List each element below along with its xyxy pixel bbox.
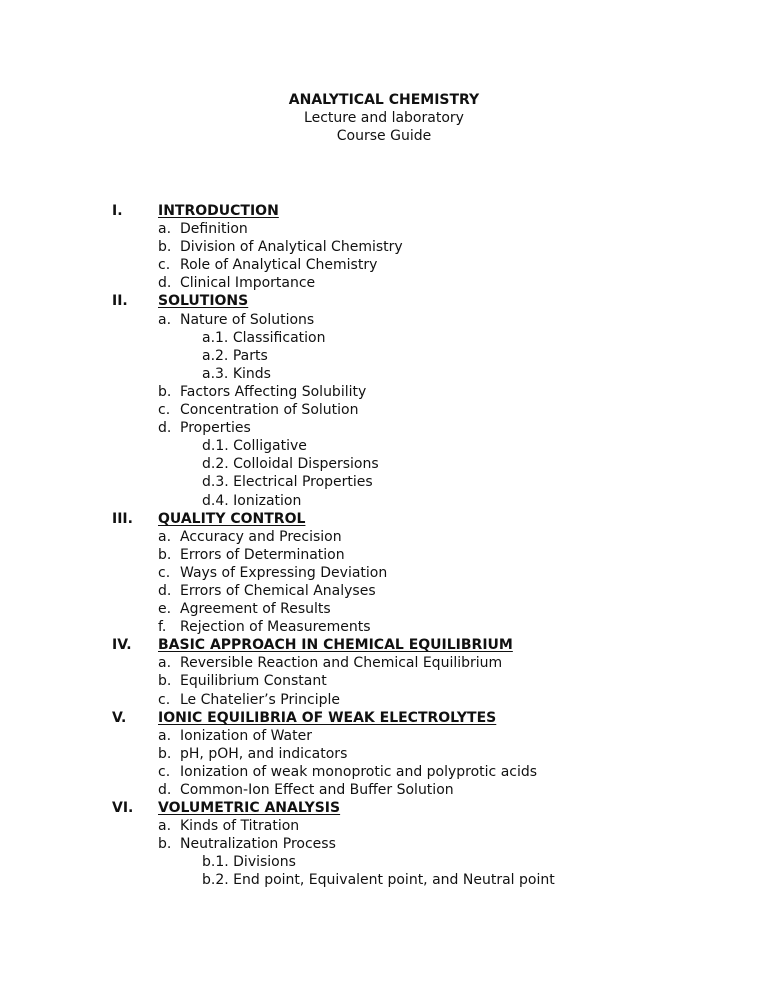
section-numeral: III. [112,510,133,527]
item-letter: d. [158,782,172,798]
item-text: Division of Analytical Chemistry [180,239,403,256]
outline-item [112,419,752,437]
item-letter: a. [158,818,172,835]
outline-item [112,383,752,401]
item-letter: b. [158,546,172,563]
item-letter: b. [158,673,172,690]
section-title: BASIC APPROACH IN CHEMICAL EQUILIBRIUM [158,637,513,654]
outline-item [112,274,752,292]
outline-item [112,654,752,672]
outline-item [112,311,752,329]
item-letter: d. [158,582,172,599]
outline-item [112,691,752,709]
item-letter: c. [158,564,171,581]
outline-subitem [112,853,752,871]
document-header [0,91,768,145]
outline-subitem [112,365,752,383]
item-text: Le Chatelier’s Principle [180,691,340,708]
outline-item [112,835,752,853]
item-letter: a. [158,311,172,328]
subitem-text: a.1. Classification [202,329,326,346]
outline-subitem [112,455,752,473]
outline-section [112,709,752,799]
section-title: INTRODUCTION [158,203,279,219]
outline-section [112,202,752,292]
outline-subitem [112,329,752,347]
outline-subitem [112,871,752,889]
item-text: Role of Analytical Chemistry [180,257,378,274]
item-text: Accuracy and Precision [180,528,342,545]
outline-section [112,636,752,708]
item-letter: a. [158,727,172,744]
outline-subitem [112,492,752,510]
outline-subitem [112,437,752,455]
outline-item [112,238,752,256]
subitem-text: b.1. Divisions [202,854,296,871]
subitem-text: d.4. Ionization [202,492,302,509]
item-letter: c. [158,402,171,419]
section-heading [112,799,752,817]
item-text: pH, pOH, and indicators [180,745,348,762]
section-heading [112,636,752,654]
item-text: Definition [180,221,248,238]
document-subtitle: Lecture and laboratory [304,110,464,126]
item-letter: a. [158,221,172,238]
item-letter: d. [158,420,172,437]
outline-item [112,546,752,564]
item-text: Factors Affecting Solubility [180,383,367,400]
item-letter: c. [158,691,171,708]
outline-subitem [112,473,752,491]
subitem-text: b.2. End point, Equivalent point, and Neutral point [202,872,555,889]
item-text: Ways of Expressing Deviation [180,564,388,581]
section-title: SOLUTIONS [158,293,249,310]
outline-item [112,618,752,636]
item-text: Equilibrium Constant [180,673,327,690]
section-numeral: I. [112,203,123,219]
subitem-text: d.2. Colloidal Dispersions [202,456,379,473]
item-letter: a. [158,528,172,545]
item-text: Concentration of Solution [180,402,359,419]
item-text: Clinical Importance [180,275,316,292]
item-letter: f. [158,619,167,636]
item-letter: a. [158,655,172,672]
outline-section [112,292,752,509]
outline-subitem [112,347,752,365]
document-title: ANALYTICAL CHEMISTRY [288,92,480,108]
outline-item [112,600,752,618]
outline-item [112,401,752,419]
section-title: VOLUMETRIC ANALYSIS [158,800,341,817]
section-heading [112,292,752,310]
outline-item [112,582,752,600]
section-heading [112,510,752,528]
item-letter: b. [158,239,172,256]
item-text: Common-Ion Effect and Buffer Solution [180,782,454,798]
outline-item [112,528,752,546]
item-text: Neutralization Process [180,836,336,853]
item-text: Errors of Chemical Analyses [180,582,376,599]
outline-section [112,510,752,637]
item-letter: b. [158,745,172,762]
section-numeral: VI. [112,800,134,817]
outline-item [112,672,752,690]
subitem-text: a.2. Parts [202,347,268,364]
section-heading [112,709,752,727]
item-text: Nature of Solutions [180,311,315,328]
outline-item [112,564,752,582]
section-numeral: V. [112,709,127,726]
item-letter: c. [158,763,171,780]
item-text: Agreement of Results [180,601,331,618]
section-heading [112,202,752,220]
outline-item [112,817,752,835]
outline-item [112,745,752,763]
item-letter: b. [158,836,172,853]
item-text: Errors of Determination [180,546,345,563]
section-title: QUALITY CONTROL [158,510,306,527]
outline-item [112,727,752,745]
outline-item [112,220,752,238]
outline-item [112,763,752,781]
item-text: Rejection of Measurements [180,619,371,636]
item-letter: b. [158,383,172,400]
item-letter: c. [158,257,171,274]
item-text: Ionization of weak monoprotic and polyprotic acids [180,763,538,780]
subitem-text: d.3. Electrical Properties [202,474,373,491]
item-text: Kinds of Titration [180,818,300,835]
item-letter: d. [158,275,172,292]
section-numeral: IV. [112,637,132,654]
section-title: IONIC EQUILIBRIA OF WEAK ELECTROLYTES [158,709,497,726]
outline-item [112,256,752,274]
item-text: Reversible Reaction and Chemical Equilibrium [180,655,503,672]
item-letter: e. [158,601,172,618]
course-outline [112,202,752,890]
outline-item [112,781,752,799]
item-text: Properties [180,420,251,437]
subitem-text: d.1. Colligative [202,438,307,455]
item-text: Ionization of Water [180,727,312,744]
document-subtitle-2: Course Guide [336,128,432,144]
subitem-text: a.3. Kinds [202,365,271,382]
outline-section [112,799,752,889]
section-numeral: II. [112,293,128,310]
